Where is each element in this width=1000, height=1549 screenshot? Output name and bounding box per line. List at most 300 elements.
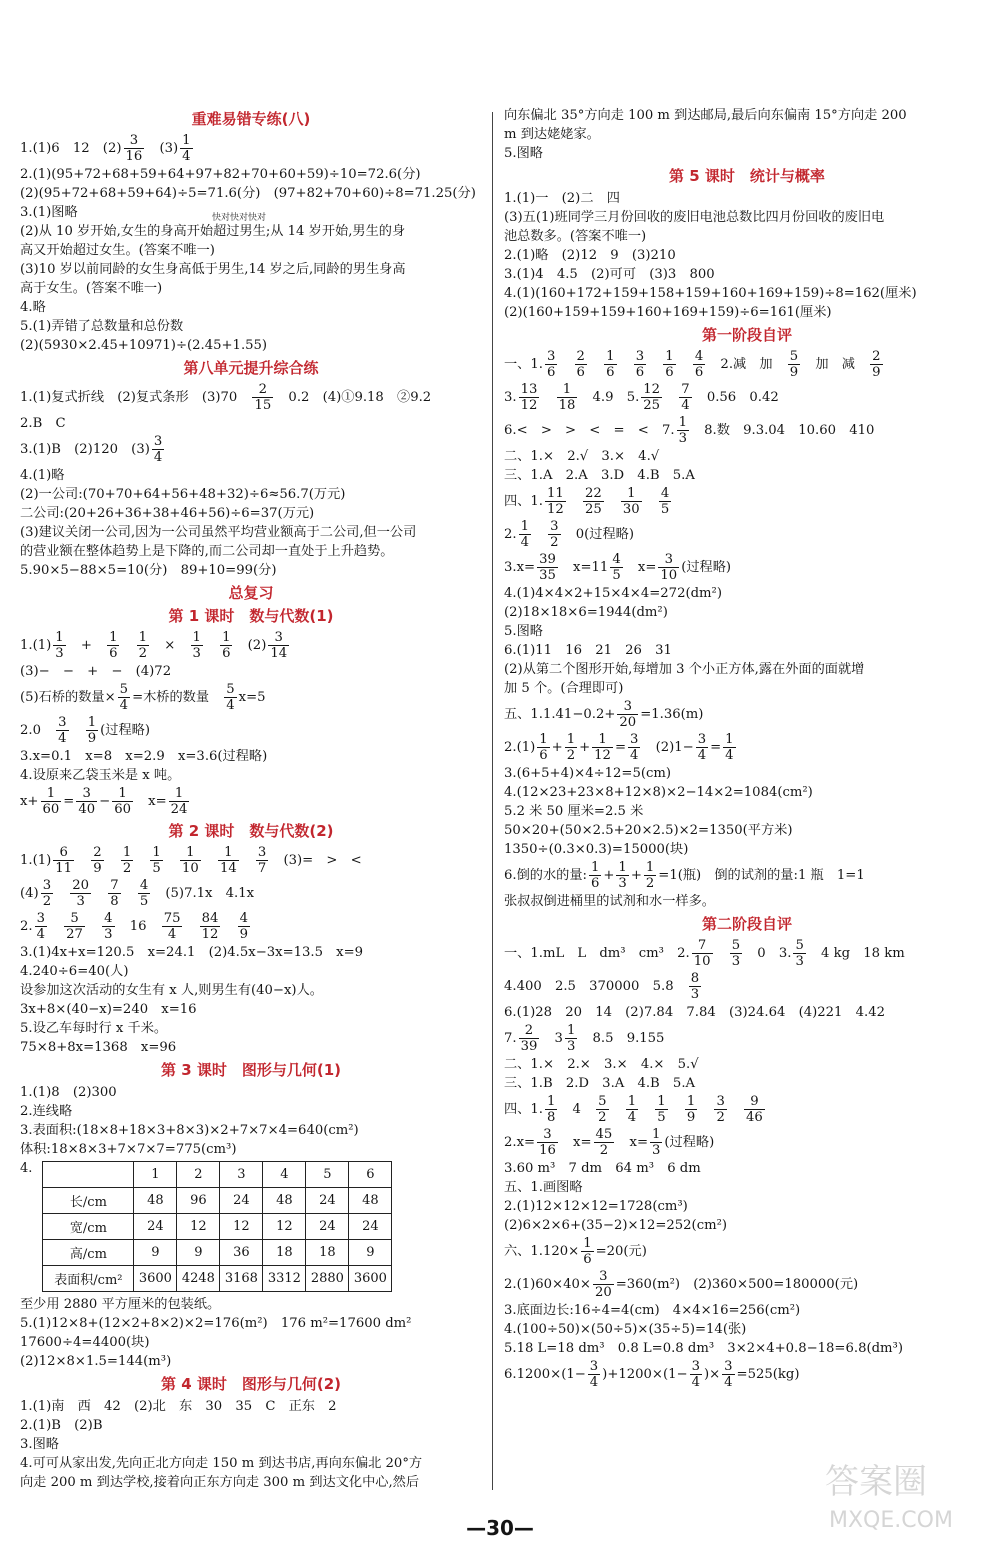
answer-text: m 到达姥姥家。: [504, 127, 600, 142]
answer-line: [504, 1197, 990, 1216]
answer-text: 3.表面积:(18×8+18×3+8×3)×2+7×7×4=640(cm²): [20, 1123, 359, 1138]
answer-line: [20, 662, 482, 681]
answer-line: [504, 603, 990, 622]
answer-text: 3.x=0.1 x=8 x=2.9 x=3.6(过程略): [20, 749, 268, 764]
answer-text: [49, 919, 62, 934]
answer-line: [20, 165, 482, 184]
fraction-numerator: 4: [104, 911, 113, 926]
answer-text: 2.: [20, 919, 33, 934]
fraction-numerator: 3: [697, 732, 707, 747]
fraction-numerator: 4: [660, 486, 670, 501]
answer-line: [504, 106, 990, 125]
answer-text: +: [630, 868, 642, 883]
table-cell: 36: [220, 1240, 263, 1266]
fraction: [575, 349, 587, 380]
fraction-denominator: 9: [87, 731, 97, 746]
fraction-denominator: 3: [566, 1039, 576, 1054]
fraction-denominator: 12: [520, 398, 538, 413]
page-number: —30—: [466, 1516, 534, 1540]
answer-text: [619, 357, 632, 372]
table-cell: 宽/cm: [43, 1214, 134, 1240]
table-cell: 48: [134, 1188, 177, 1214]
answer-line: [20, 910, 482, 943]
fraction-denominator: 2: [645, 876, 655, 891]
fraction-denominator: 9: [93, 861, 102, 876]
answer-text: 3.底面边长:16÷4=4(cm) 4×4×16=256(cm²): [504, 1303, 801, 1318]
fraction: [626, 1094, 638, 1125]
fraction-numerator: 6: [53, 845, 74, 861]
fraction-denominator: 12: [546, 502, 564, 517]
answer-text: 3.(1)4 4.5 (2)可可 (3)3 800: [504, 267, 715, 282]
fraction-denominator: 16: [125, 149, 143, 164]
answer-text: (3)建议关闭一公司,因为一公司虽然平均营业额高于二公司,但一公司: [20, 525, 417, 540]
fraction-numerator: 1: [218, 845, 239, 861]
fraction-denominator: 3: [104, 927, 113, 942]
answer-line: [504, 125, 990, 144]
answer-text: [55, 886, 68, 901]
fraction-denominator: 25: [584, 502, 602, 517]
answer-line: [20, 1038, 482, 1057]
fraction: [53, 845, 74, 876]
fraction: [162, 911, 183, 942]
answer-line: [504, 447, 990, 466]
answer-line: [20, 317, 482, 336]
fraction-denominator: 12: [201, 927, 219, 942]
fraction: [118, 682, 130, 713]
watermark-chinese: 答案圈: [825, 1462, 927, 1502]
table-header-cell: 6: [349, 1162, 392, 1188]
answer-text: [93, 886, 106, 901]
fraction: [610, 552, 622, 583]
answer-text: 2.(1)12×12×12=1728(cm³): [504, 1199, 688, 1214]
answer-text: 6.1200×(1−: [504, 1367, 586, 1382]
fraction-denominator: 4: [58, 731, 67, 746]
answer-text: 5.18 L=18 dm³ 0.8 L=0.8 dm³ 3×2×4+0.8−18=6.8(dm³): [504, 1341, 903, 1356]
fraction-denominator: 2: [716, 1110, 725, 1125]
answer-line: [20, 466, 482, 485]
answer-text: 4.略: [20, 300, 46, 315]
fraction-numerator: 1: [539, 732, 548, 747]
fraction: [519, 519, 531, 550]
answer-text: [106, 853, 119, 868]
table-cell: 24: [306, 1214, 349, 1240]
answer-text: =1(瓶) 倒的试剂的量:1 瓶 1=1: [658, 868, 865, 883]
answer-line: [20, 629, 482, 662]
answer-text: 0 3.: [744, 946, 792, 961]
table-cell: 12: [220, 1214, 263, 1240]
fraction-numerator: 7: [681, 382, 690, 397]
fraction: [593, 1269, 614, 1300]
fraction: [121, 845, 133, 876]
fraction: [644, 860, 656, 891]
answer-text: 6.(1)28 20 14 (2)7.84 7.84 (3)24.64 (4)221 4.42: [504, 1005, 885, 1020]
answer-text: −: [99, 794, 111, 809]
answer-line: [20, 1352, 482, 1371]
answer-text: [165, 853, 178, 868]
answer-line: [504, 381, 990, 414]
answer-text: x=: [559, 1135, 592, 1150]
fraction-numerator: 4: [239, 911, 249, 926]
table-cell: 长/cm: [43, 1188, 134, 1214]
answer-text: 1.(1): [20, 638, 52, 653]
answer-text: 0.56 0.42: [693, 390, 779, 405]
section-title: 第 3 课时 图形与几何(1): [160, 1061, 342, 1079]
answer-text: 5.2 米 50 厘米=2.5 米: [504, 804, 644, 819]
answer-text: [606, 494, 619, 509]
answer-text: 4.(1)略: [20, 468, 65, 483]
answer-text: 4.(1)4×4×2+15×4×4=272(dm²): [504, 586, 722, 601]
answer-text: (3)− − + − (4)72: [20, 664, 172, 679]
fraction-denominator: 4: [724, 1375, 733, 1390]
answer-text: 3.图略: [20, 1437, 59, 1452]
answer-line: [20, 381, 482, 414]
answer-text: 向东偏北 35°方向走 100 m 到达邮局,最后向东偏南 15°方向走 200: [504, 108, 907, 123]
answer-line: [20, 1454, 482, 1473]
table-cell: 18: [263, 1240, 306, 1266]
answer-line: [504, 641, 990, 660]
answer-text: [640, 1102, 653, 1117]
answer-text: 1.(1)复式折线 (2)复式条形 (3)70: [20, 390, 251, 405]
table-cell: 18: [306, 1240, 349, 1266]
fraction-numerator: 11: [546, 486, 564, 501]
section-title: 第 4 课时 图形与几何(2): [160, 1375, 342, 1393]
fraction: [218, 845, 239, 876]
answer-text: [670, 1102, 683, 1117]
fraction: [621, 486, 642, 517]
fraction-numerator: 1: [665, 349, 674, 364]
answer-text: (过程略): [681, 560, 732, 575]
fraction-denominator: 60: [114, 802, 131, 817]
fraction-denominator: 15: [254, 398, 272, 413]
fraction-denominator: 3: [76, 894, 85, 909]
answer-text: 0.2 (4)①9.18 ②9.2: [275, 390, 432, 405]
fraction: [634, 349, 646, 380]
fraction: [870, 349, 882, 380]
answer-text: (3)五(1)班同学三月份回收的废旧电池总数比四月份回收的废旧电: [504, 210, 885, 225]
answer-text: [699, 1102, 712, 1117]
fraction: [604, 349, 616, 380]
fraction-numerator: 1: [182, 133, 191, 148]
fraction: [588, 1359, 600, 1390]
table-header-cell: 3: [220, 1162, 263, 1188]
fraction-denominator: 9: [239, 927, 249, 942]
answer-line: [20, 981, 482, 1000]
fraction-denominator: 4: [691, 1375, 700, 1390]
answer-text: 6.(1)11 16 21 26 31: [504, 643, 672, 658]
fraction-numerator: 8: [690, 971, 700, 986]
answer-text: [715, 946, 728, 961]
table-cell: 9: [134, 1240, 177, 1266]
fraction: [519, 1023, 540, 1054]
answer-text: [135, 853, 148, 868]
fraction: [150, 845, 162, 876]
fraction-denominator: 3: [55, 646, 64, 661]
answer-line: [20, 1140, 482, 1159]
answer-text: x=5: [238, 690, 266, 705]
answer-text: 的营业额在整体趋势上是下降的,而二公司却一直处于上升趋势。: [20, 544, 394, 559]
answer-text: 三、1.A 2.A 3.D 4.B 5.A: [504, 468, 695, 483]
answer-text: =木桥的数量: [132, 690, 223, 705]
fraction-numerator: 2: [252, 382, 273, 398]
answer-line: [504, 840, 990, 859]
fraction-denominator: 9: [686, 1110, 696, 1125]
fraction-denominator: 3: [690, 987, 700, 1002]
answer-text: )×: [703, 1367, 721, 1382]
answer-text: 4 kg 18 km: [807, 946, 905, 961]
answer-line: [20, 766, 482, 785]
fraction-denominator: 8: [546, 1110, 556, 1125]
answer-text: 4: [559, 1102, 595, 1117]
answer-line: [504, 1003, 990, 1022]
fraction: [108, 878, 120, 909]
answer-text: 0(过程略): [562, 527, 634, 542]
fraction-denominator: 8: [110, 894, 119, 909]
table-cell: 24: [220, 1188, 263, 1214]
fraction-denominator: 10: [693, 954, 711, 969]
answer-text: 4.(1)(160+172+159+158+159+160+169+159)÷8=162(厘米): [504, 286, 917, 301]
fraction-numerator: 1: [41, 786, 62, 802]
fraction-numerator: 3: [630, 732, 639, 747]
fraction: [692, 938, 713, 969]
fraction-denominator: 4: [153, 450, 163, 465]
answer-line: [504, 679, 990, 698]
answer-text: [121, 638, 134, 653]
answer-text: [533, 527, 546, 542]
answer-text: x=: [624, 560, 657, 575]
watermark-logo: [815, 1455, 985, 1540]
answer-text: (5)7.1x 4.1x: [152, 886, 255, 901]
fraction-numerator: 9: [744, 1094, 765, 1110]
fraction-denominator: 2: [598, 1110, 607, 1125]
fraction-numerator: 7: [110, 878, 119, 893]
section-title: 第一阶段自评: [701, 326, 792, 344]
answer-line: [504, 1093, 990, 1126]
table-cell: 24: [134, 1214, 177, 1240]
fraction: [714, 1094, 726, 1125]
fraction-numerator: 3: [550, 519, 559, 534]
fraction: [596, 1094, 608, 1125]
answer-text: [76, 853, 89, 868]
answer-line: [504, 1216, 990, 1235]
answer-text: (2)一公司:(70+70+64+56+48+32)÷6≈56.7(万元): [20, 487, 346, 502]
answer-text: 6.< > > < = < 7.: [504, 423, 675, 438]
answer-line: [504, 802, 990, 821]
fraction-numerator: 13: [520, 382, 538, 397]
section-title: 第八单元提升综合练: [183, 359, 319, 377]
answer-text: [123, 886, 136, 901]
fraction-numerator: 3: [58, 715, 67, 730]
answer-text: [71, 723, 84, 738]
fraction-denominator: 5: [152, 861, 161, 876]
answer-line: [504, 189, 990, 208]
fraction-numerator: 1: [557, 382, 578, 398]
answer-line: [20, 1333, 482, 1352]
answer-text: (2)(160+159+159+160+169+159)÷6=161(厘米): [504, 305, 832, 320]
fraction-denominator: 4: [167, 927, 177, 942]
fraction-denominator: 6: [109, 646, 118, 661]
answer-line: [504, 1358, 990, 1391]
table-cell: 9: [177, 1240, 220, 1266]
table-cell: 高/cm: [43, 1240, 134, 1266]
fraction: [565, 1023, 577, 1054]
answer-text: [568, 494, 581, 509]
answer-line: [504, 1074, 990, 1093]
fraction-denominator: 3: [731, 954, 741, 969]
answer-text: [203, 853, 216, 868]
fraction-numerator: 1: [657, 1094, 666, 1109]
fraction: [693, 349, 705, 380]
fraction: [112, 786, 133, 817]
fraction-denominator: 11: [55, 861, 73, 876]
answer-text: (4): [20, 886, 39, 901]
fraction-denominator: 4: [630, 748, 639, 763]
table-cell: 9: [349, 1240, 392, 1266]
answer-line: [20, 485, 482, 504]
answer-line: [504, 783, 990, 802]
answer-text: (2)12×8×1.5=144(m³): [20, 1354, 172, 1369]
fraction: [53, 630, 65, 661]
answer-text: 2.连线略: [20, 1104, 73, 1119]
answer-text: (2)从 10 岁开始,女生的身高开始超过男生;从 14 岁开始,男生的身: [20, 224, 406, 239]
answer-text: 加 5 个。(合理即可): [504, 681, 624, 696]
answer-line: [20, 1000, 482, 1019]
answer-line: [504, 485, 990, 518]
fraction-denominator: 3: [618, 876, 627, 891]
answer-text: 2.(1)60×40×: [504, 1277, 591, 1292]
answer-text: 一、1.: [504, 357, 543, 372]
answer-line: [504, 265, 990, 284]
answer-line: [504, 1126, 990, 1159]
answer-line: [20, 260, 482, 279]
answer-line: [20, 241, 482, 260]
answer-text: 二、1.× 2.√ 3.× 4.√: [504, 449, 660, 464]
fraction-denominator: 6: [222, 646, 231, 661]
fraction-denominator: 6: [665, 365, 674, 380]
answer-line: [20, 523, 482, 542]
answer-text: [241, 853, 254, 868]
table-header-cell: 5: [306, 1162, 349, 1188]
fraction-numerator: 5: [226, 682, 235, 697]
answer-text: =525(kg): [736, 1367, 800, 1382]
fraction-denominator: 2: [566, 748, 576, 763]
answer-text: x=11: [559, 560, 609, 575]
fraction-numerator: 1: [109, 630, 118, 645]
fraction: [107, 630, 119, 661]
answer-text: 向走 200 m 到达学校,接着向正东方向走 300 m 到达文化中心,然后: [20, 1475, 420, 1490]
answer-text: 4.(12×23+23×8+12×8)×2−14×2=1084(cm²): [504, 785, 813, 800]
fraction-numerator: 1: [583, 1236, 592, 1251]
fraction: [91, 845, 103, 876]
answer-text: 3x+8×(40−x)=240 x=16: [20, 1002, 197, 1017]
fraction: [696, 732, 708, 763]
fraction-numerator: 1: [627, 1094, 637, 1109]
fraction: [730, 938, 742, 969]
table-cell: 3168: [220, 1266, 263, 1292]
fraction-numerator: 3: [268, 630, 289, 646]
fraction-numerator: 1: [590, 860, 600, 875]
fraction-numerator: 3: [546, 349, 556, 364]
answer-text: =20(元): [595, 1244, 647, 1259]
fraction-numerator: 22: [584, 486, 602, 501]
fraction-numerator: 1: [645, 860, 655, 875]
fraction: [689, 971, 701, 1002]
answer-text: +: [603, 868, 615, 883]
fraction: [256, 845, 268, 876]
answer-text: 3.x=: [504, 560, 536, 575]
table-header-cell: 1: [134, 1162, 177, 1188]
fraction-numerator: 3: [635, 349, 645, 364]
fraction: [191, 630, 203, 661]
answer-line: [20, 681, 482, 714]
answer-text: 设参加这次活动的女生有 x 人,则男生有(40−x)人。: [20, 983, 323, 998]
fraction-denominator: 2: [550, 535, 559, 550]
answer-line: [504, 731, 990, 764]
watermark-latin: MXQE.COM: [829, 1508, 953, 1533]
fraction-numerator: 3: [153, 434, 163, 449]
answer-text: (3): [146, 141, 179, 156]
fraction-denominator: 6: [694, 365, 704, 380]
fraction: [137, 630, 149, 661]
answer-line: [20, 542, 482, 561]
answer-line: [20, 504, 482, 523]
answer-text: [589, 357, 602, 372]
answer-text: (2)从第二个图形开始,每增加 3 个小正方体,露在外面的面就增: [504, 662, 865, 677]
table-cell: 表面积/cm²: [43, 1266, 134, 1292]
fraction: [793, 938, 805, 969]
fraction: [628, 732, 640, 763]
answer-line: [20, 561, 482, 580]
answer-line: [20, 1397, 482, 1416]
fraction-denominator: 6: [539, 748, 548, 763]
answer-line: [20, 1314, 482, 1333]
fraction: [64, 911, 85, 942]
table-cell: 4248: [177, 1266, 220, 1292]
fraction: [169, 786, 190, 817]
answer-text: 6.倒的水的量:: [504, 868, 587, 883]
answer-line: [20, 1473, 482, 1492]
answer-text: 4.400 2.5 370000 5.8: [504, 979, 687, 994]
fraction-numerator: 3: [537, 1127, 558, 1143]
answer-text: x=: [616, 1135, 649, 1150]
fraction-denominator: 6: [583, 1252, 592, 1267]
answer-text: (3)10 岁以前同龄的女生身高低于男生,14 岁之后,同龄的男生身高: [20, 262, 406, 277]
fraction: [545, 349, 557, 380]
answer-text: ×: [151, 638, 189, 653]
answer-line: [504, 144, 990, 163]
answer-text: 池总数多。(答案不唯一): [504, 229, 647, 244]
fraction-denominator: 60: [42, 802, 60, 817]
dimensions-table: [42, 1161, 392, 1292]
answer-line: [504, 1022, 990, 1055]
fraction-numerator: 39: [539, 552, 556, 567]
fraction-denominator: 7: [257, 861, 267, 876]
fraction-denominator: 4: [226, 698, 235, 713]
answer-text: 5.(1)弄错了总数量和总份数: [20, 319, 184, 334]
answer-text: 3.(6+5+4)×4÷12=5(cm): [504, 766, 672, 781]
table-row: [43, 1240, 392, 1266]
fraction: [548, 519, 560, 550]
fraction-numerator: 1: [566, 1023, 576, 1038]
table-row: [43, 1214, 392, 1240]
table-question-number: 4.: [20, 1161, 33, 1176]
table-cell: 48: [263, 1188, 306, 1214]
answer-line: [20, 1102, 482, 1121]
fraction-denominator: 24: [170, 802, 188, 817]
answer-text: )+1200×(1−: [602, 1367, 688, 1382]
answer-line: [20, 1121, 482, 1140]
table-cell: 24: [349, 1214, 392, 1240]
answer-line: [504, 698, 990, 731]
